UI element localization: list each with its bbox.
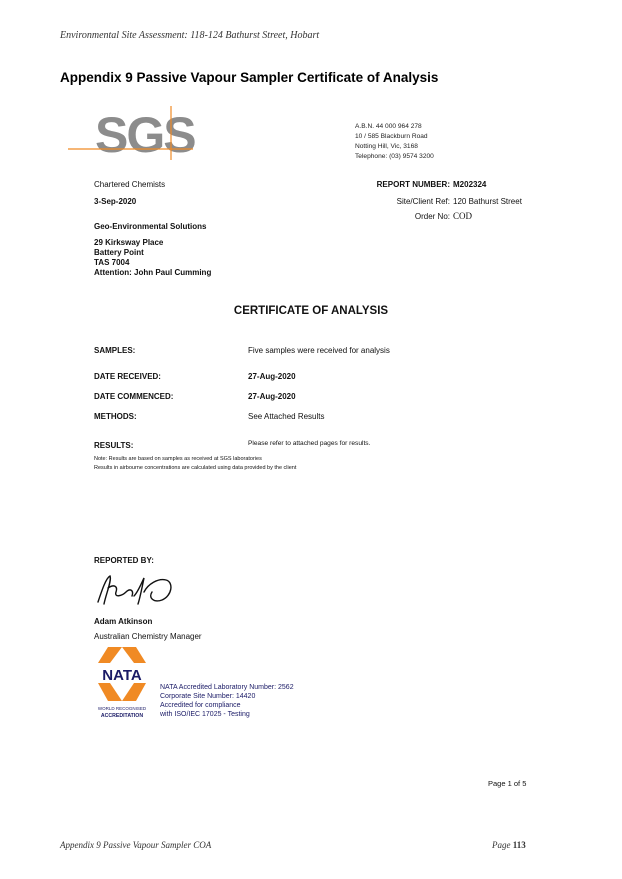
nata-logo-top-left: [98, 647, 122, 663]
results-label: RESULTS:: [94, 441, 134, 450]
document-header: Environmental Site Assessment: 118-124 Bathurst Street, Hobart: [60, 30, 320, 41]
footer-page-number: 113: [512, 840, 526, 850]
nata-logo-bottom-left: [98, 683, 122, 701]
appendix-title: Appendix 9 Passive Vapour Sampler Certificate of Analysis: [60, 70, 439, 85]
lab-street: 10 / 585 Blackburn Road: [355, 133, 428, 140]
recipient-state: TAS 7004: [94, 258, 130, 267]
nata-world-recognised: WORLD RECOGNISED: [97, 706, 147, 711]
recipient-suburb: Battery Point: [94, 248, 144, 257]
report-number: M202324: [453, 180, 487, 189]
certificate-title: CERTIFICATE OF ANALYSIS: [233, 305, 389, 317]
lab-address: [355, 122, 434, 162]
footer-left: Appendix 9 Passive Vapour Sampler COA: [60, 840, 212, 850]
nata-logo: [88, 645, 156, 721]
signature: [92, 570, 182, 610]
sgs-logo: [68, 104, 198, 162]
nata-logo-text: NATA: [102, 667, 142, 684]
signatory-title: Australian Chemistry Manager: [94, 632, 202, 641]
results-value: Please refer to attached pages for results.: [248, 440, 371, 447]
nata-line-1: NATA Accredited Laboratory Number: 2562: [160, 684, 294, 691]
recipient-attention: Attention: John Paul Cumming: [94, 268, 212, 277]
date-received-value: 27-Aug-2020: [248, 372, 296, 381]
order-no-label: Order No:: [414, 212, 450, 221]
date-received-label: DATE RECEIVED:: [94, 372, 161, 381]
nata-line-3: Accredited for compliance: [160, 702, 241, 709]
nata-line-2: Corporate Site Number: 14420: [160, 693, 256, 700]
reported-by-label: REPORTED BY:: [94, 556, 154, 565]
date-commenced-label: DATE COMMENCED:: [94, 392, 174, 401]
client-ref: 120 Bathurst Street: [453, 197, 522, 206]
order-no: COD: [453, 211, 473, 221]
note-line-1: Note: Results are based on samples as received at SGS laboratories: [94, 456, 262, 462]
methods-value: See Attached Results: [248, 412, 325, 421]
report-date: 3-Sep-2020: [94, 197, 137, 206]
recipient-street: 29 Kirksway Place: [94, 238, 164, 247]
footer-page: [492, 840, 526, 850]
recipient-address: [94, 238, 211, 278]
samples-value: Five samples were received for analysis: [248, 346, 390, 355]
recipient-company: Geo-Environmental Solutions: [94, 222, 207, 231]
chartered-chemists: Chartered Chemists: [94, 180, 166, 189]
methods-label: METHODS:: [94, 412, 137, 421]
footer-page-label: Page: [492, 840, 511, 850]
lab-suburb: Notting Hill, Vic, 3168: [355, 143, 418, 150]
note-line-2: Results in airbourne concentrations are calculated using data provided by the client: [94, 465, 297, 471]
client-ref-label: Site/Client Ref:: [396, 197, 450, 206]
report-number-label: REPORT NUMBER:: [376, 180, 450, 189]
nata-details: [160, 683, 294, 719]
sgs-logo-text: SGS: [95, 107, 195, 162]
signatory-name: Adam Atkinson: [94, 617, 153, 626]
date-commenced-value: 27-Aug-2020: [248, 392, 296, 401]
page-of: Page 1 of 5: [488, 779, 527, 788]
lab-phone: Telephone: (03) 9574 3200: [355, 153, 434, 160]
nata-accreditation: ACCREDITATION: [100, 713, 144, 719]
lab-abn: A.B.N. 44 000 964 278: [355, 123, 422, 130]
samples-label: SAMPLES:: [94, 346, 136, 355]
nata-line-4: with ISO/IEC 17025 - Testing: [160, 711, 250, 718]
nata-logo-bottom-right: [122, 683, 146, 701]
nata-logo-top-right: [122, 647, 146, 663]
